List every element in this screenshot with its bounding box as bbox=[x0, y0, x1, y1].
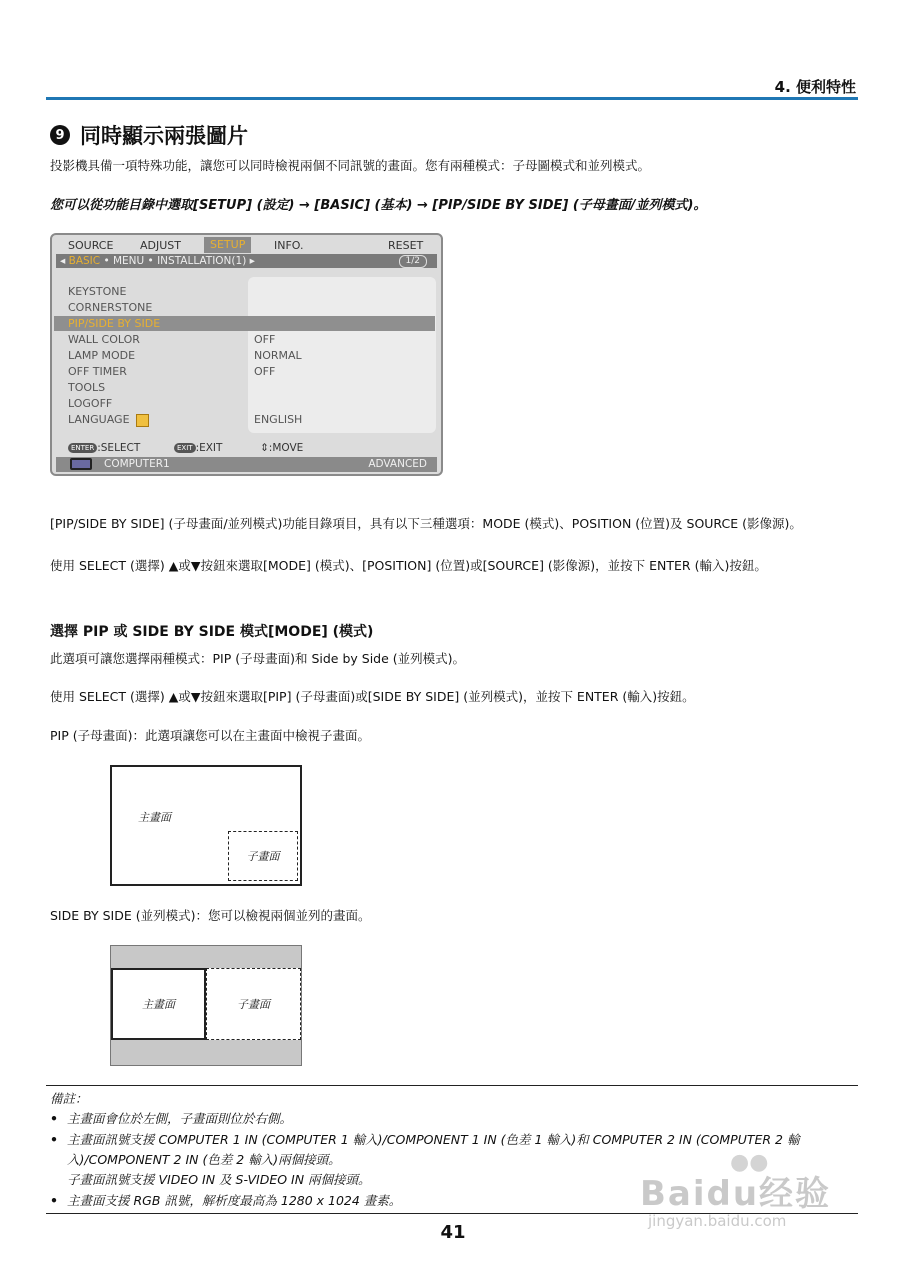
menu-item-off-timer: OFF TIMER bbox=[68, 365, 127, 378]
menu-path-instruction: 您可以從功能目錄中選取[SETUP] (設定) → [BASIC] (基本) → [PIP/SIDE BY SIDE] (子母畫面/並列模式)。 bbox=[50, 198, 707, 213]
breadcrumb-rest: • MENU • INSTALLATION(1) ▸ bbox=[100, 255, 255, 267]
baidu-watermark bbox=[640, 1150, 865, 1240]
side-by-side-diagram bbox=[110, 945, 302, 1066]
footer-select-label: :SELECT bbox=[97, 442, 141, 454]
tab-info: INFO. bbox=[274, 239, 304, 252]
value-wall-color: OFF bbox=[254, 333, 276, 346]
menu-footer-help bbox=[56, 442, 437, 456]
notes-heading: 備註： bbox=[50, 1091, 88, 1106]
menu-status-bar bbox=[56, 457, 437, 472]
computer-source-icon bbox=[70, 458, 92, 470]
footer-move: ⇕:MOVE bbox=[260, 442, 304, 454]
menu-breadcrumb bbox=[56, 254, 437, 268]
value-lamp-mode: NORMAL bbox=[254, 349, 302, 362]
sbs-main-screen bbox=[111, 968, 206, 1040]
subsection-title: 選擇 PIP 或 SIDE BY SIDE 模式[MODE] (模式) bbox=[50, 624, 374, 640]
paw-icon: ●● bbox=[730, 1150, 769, 1175]
value-language: ENGLISH bbox=[254, 413, 303, 426]
chapter-heading: 4. 便利特性 bbox=[774, 78, 856, 96]
menu-item-tools: TOOLS bbox=[68, 381, 106, 394]
header-rule bbox=[46, 97, 858, 100]
menu-item-cornerstone: CORNERSTONE bbox=[68, 301, 153, 314]
bullet-icon: • bbox=[50, 1111, 58, 1126]
section-title bbox=[50, 120, 248, 150]
watermark-logo: Baidu经验 bbox=[640, 1174, 832, 1214]
value-off-timer: OFF bbox=[254, 365, 276, 378]
breadcrumb-basic: BASIC bbox=[68, 255, 101, 267]
tab-setup: SETUP bbox=[204, 237, 251, 253]
sbs-sub-label: 子畫面 bbox=[237, 998, 270, 1011]
mode-select-instruction: 使用 SELECT (選擇) ▲或▼按鈕來選取[PIP] (子母畫面)或[SIDE BY SIDE] (並列模式)，並按下 ENTER (輸入)按鈕。 bbox=[50, 689, 695, 704]
bullet-icon: • bbox=[50, 1132, 58, 1147]
menu-item-keystone: KEYSTONE bbox=[68, 285, 127, 298]
menu-tabs bbox=[52, 237, 441, 253]
pip-main-label: 主畫面 bbox=[138, 811, 171, 824]
sbs-main-label: 主畫面 bbox=[142, 998, 175, 1011]
pip-description: PIP (子母畫面)：此選項讓您可以在主畫面中檢視子畫面。 bbox=[50, 728, 370, 743]
intro-paragraph: 投影機具備一項特殊功能，讓您可以同時檢視兩個不同訊號的畫面。您有兩種模式：子母圖模式和並列模式。 bbox=[50, 158, 651, 173]
menu-item-logoff: LOGOFF bbox=[68, 397, 113, 410]
pip-sub-screen bbox=[228, 831, 298, 881]
menu-item-pip-side-by-side: PIP/SIDE BY SIDE bbox=[54, 316, 435, 331]
pip-sub-label: 子畫面 bbox=[246, 850, 280, 863]
footer-exit-label: :EXIT bbox=[195, 442, 223, 454]
footer-exit bbox=[174, 442, 222, 454]
enter-key-icon: ENTER bbox=[68, 443, 97, 453]
status-mode: ADVANCED bbox=[368, 458, 427, 470]
footer-select bbox=[68, 442, 140, 454]
sbs-description: SIDE BY SIDE (並列模式)：您可以檢視兩個並列的畫面。 bbox=[50, 908, 371, 923]
tab-source: SOURCE bbox=[68, 239, 114, 252]
note-bullet-1 bbox=[50, 1109, 856, 1129]
section-number-icon: 9 bbox=[50, 125, 70, 145]
note-text-1: 主畫面會位於左側，子畫面則位於右側。 bbox=[67, 1111, 293, 1126]
mode-description: 此選項可讓您選擇兩種模式：PIP (子母畫面)和 Side by Side (並列模式)。 bbox=[50, 651, 466, 666]
sbs-sub-screen bbox=[206, 968, 301, 1040]
pip-diagram bbox=[110, 765, 302, 886]
note-text-3: 主畫面支援 RGB 訊號，解析度最高為 1280 x 1024 畫素。 bbox=[67, 1193, 402, 1208]
notes-top-rule bbox=[46, 1085, 858, 1086]
options-paragraph: [PIP/SIDE BY SIDE] (子母畫面/並列模式)功能目錄項目，具有以下三種選項：MODE (模式)、POSITION (位置)及 SOURCE (影像源)。 bbox=[50, 516, 802, 531]
status-source: COMPUTER1 bbox=[104, 458, 170, 470]
note-text-2: 主畫面訊號支援 COMPUTER 1 IN (COMPUTER 1 輸入)/COMPONENT 1 IN (色差 1 輸入)和 COMPUTER 2 IN (COMPUTER 2 輸入)/COMPONENT 2 IN (色差 2 輸入)兩個接頭。 bbox=[67, 1132, 800, 1167]
tab-adjust: ADJUST bbox=[140, 239, 181, 252]
breadcrumb-arrow-icon: ◂ bbox=[60, 255, 66, 267]
page-number: 41 bbox=[440, 1222, 466, 1243]
menu-item-language-label: LANGUAGE bbox=[68, 413, 130, 426]
language-icon bbox=[136, 414, 149, 427]
section-title-text: 同時顯示兩張圖片 bbox=[80, 124, 248, 148]
note-text-2-cont: 子畫面訊號支援 VIDEO IN 及 S-VIDEO IN 兩個接頭。 bbox=[67, 1172, 371, 1187]
watermark-url: jingyan.baidu.com bbox=[648, 1212, 787, 1230]
menu-item-language bbox=[68, 413, 149, 427]
projector-menu-screenshot bbox=[50, 233, 443, 476]
bullet-icon: • bbox=[50, 1193, 58, 1208]
select-instruction-paragraph: 使用 SELECT (選擇) ▲或▼按鈕來選取[MODE] (模式)、[POSITION] (位置)或[SOURCE] (影像源)，並按下 ENTER (輸入)按鈕。 bbox=[50, 558, 767, 573]
tab-reset: RESET bbox=[388, 239, 424, 252]
page-indicator: 1/2 bbox=[399, 255, 427, 268]
menu-item-lamp-mode: LAMP MODE bbox=[68, 349, 136, 362]
menu-item-wall-color: WALL COLOR bbox=[68, 333, 140, 346]
exit-key-icon: EXIT bbox=[174, 443, 196, 453]
